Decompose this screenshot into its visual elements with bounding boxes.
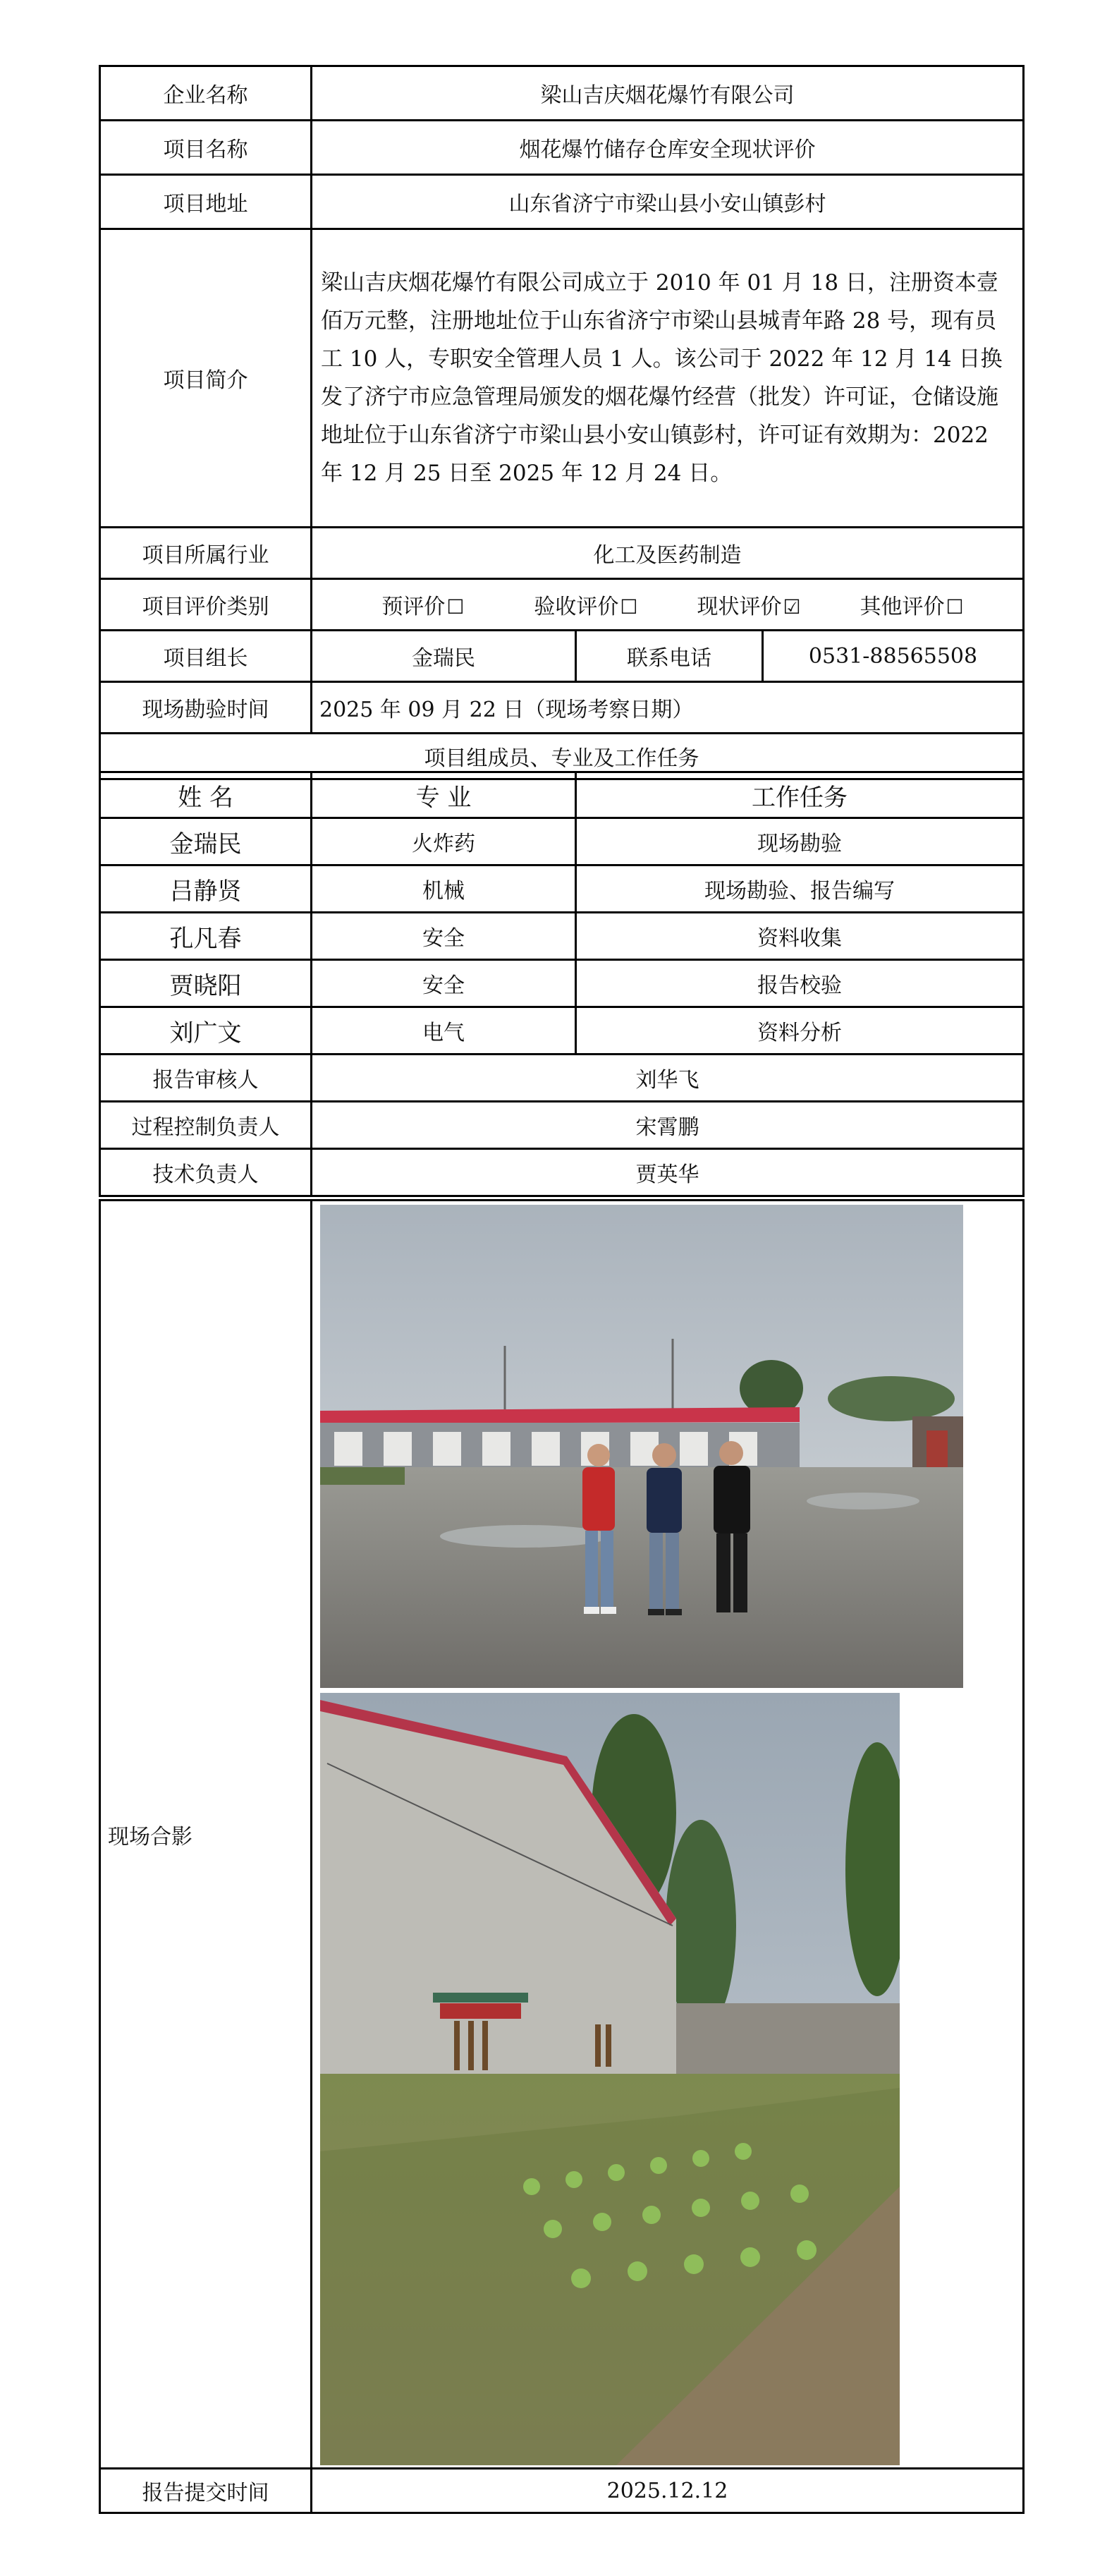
- checkbox-icon[interactable]: ☐: [446, 595, 465, 619]
- leader-name: 金瑞民: [312, 631, 576, 682]
- members-title: 项目组成员、专业及工作任务: [100, 734, 1024, 779]
- project-info-table: [99, 65, 1025, 780]
- industry-label: 项目所属行业: [100, 528, 312, 579]
- reviewer-name: 刘华飞: [312, 1055, 1024, 1102]
- warehouse-photo: [320, 1693, 900, 2465]
- members-table: [99, 771, 1025, 1197]
- col-task-header: 工作任务: [576, 772, 1024, 818]
- category-acceptance: 验收评价☐: [534, 595, 638, 619]
- process-label: 过程控制负责人: [100, 1102, 312, 1149]
- reviewer-label: 报告审核人: [100, 1055, 312, 1102]
- intro-label: 项目简介: [100, 229, 312, 528]
- table-row: 金瑞民 火炸药 现场勘验: [100, 818, 1024, 865]
- category-pre: 预评价☐: [381, 595, 465, 619]
- survey-label: 现场勘验时间: [100, 682, 312, 734]
- tech-name: 贾英华: [312, 1149, 1024, 1196]
- col-major-header: 专 业: [312, 772, 576, 818]
- submit-label: 报告提交时间: [100, 2469, 312, 2513]
- submit-date: 2025.12.12: [312, 2469, 1024, 2513]
- checkbox-checked-icon[interactable]: ☑: [783, 595, 801, 619]
- industry-value: 化工及医药制造: [312, 528, 1024, 579]
- category-current: 现状评价☑: [697, 595, 801, 619]
- table-row: 贾晓阳 安全 报告校验: [100, 960, 1024, 1007]
- project-address: 山东省济宁市梁山县小安山镇彭村: [312, 175, 1024, 229]
- project-intro: 梁山吉庆烟花爆竹有限公司成立于 2010 年 01 月 18 日，注册资本壹佰万元整，注册地址位于山东省济宁市梁山县城青年路 28 号，现有员工 10 人，专职安全管理人员 1 人。该公司于 2022 年 12 月 14 日换发了济宁市应急管理局颁发的烟花爆竹经营（批发）许可证，仓储设施地址位于山东省济宁市梁山县小安山镇彭村，许可证有效期为：2022 年 12 月 25 日至 2025 年 12 月 24 日。: [312, 229, 1024, 528]
- project-label: 项目名称: [100, 121, 312, 175]
- survey-date: 2025 年 09 月 22 日（现场考察日期）: [312, 682, 1024, 734]
- process-name: 宋霄鹏: [312, 1102, 1024, 1149]
- company-label: 企业名称: [100, 66, 312, 121]
- tech-label: 技术负责人: [100, 1149, 312, 1196]
- table-row: 刘广文 电气 资料分析: [100, 1007, 1024, 1055]
- phone-label: 联系电话: [576, 631, 763, 682]
- checkbox-icon[interactable]: ☐: [946, 595, 964, 619]
- photo-label: 现场合影: [100, 1201, 312, 2469]
- checkbox-icon[interactable]: ☐: [620, 595, 638, 619]
- phone-value: 0531-88565508: [763, 631, 1024, 682]
- leader-label: 项目组长: [100, 631, 312, 682]
- group-photo: [320, 1205, 963, 1688]
- address-label: 项目地址: [100, 175, 312, 229]
- category-options: [312, 579, 1024, 631]
- category-label: 项目评价类别: [100, 579, 312, 631]
- col-name-header: 姓 名: [100, 772, 312, 818]
- category-other: 其他评价☐: [860, 595, 964, 619]
- table-row: 吕静贤 机械 现场勘验、报告编写: [100, 865, 1024, 913]
- table-row: 孔凡春 安全 资料收集: [100, 913, 1024, 960]
- project-name: 烟花爆竹储存仓库安全现状评价: [312, 121, 1024, 175]
- company-name: 梁山吉庆烟花爆竹有限公司: [312, 66, 1024, 121]
